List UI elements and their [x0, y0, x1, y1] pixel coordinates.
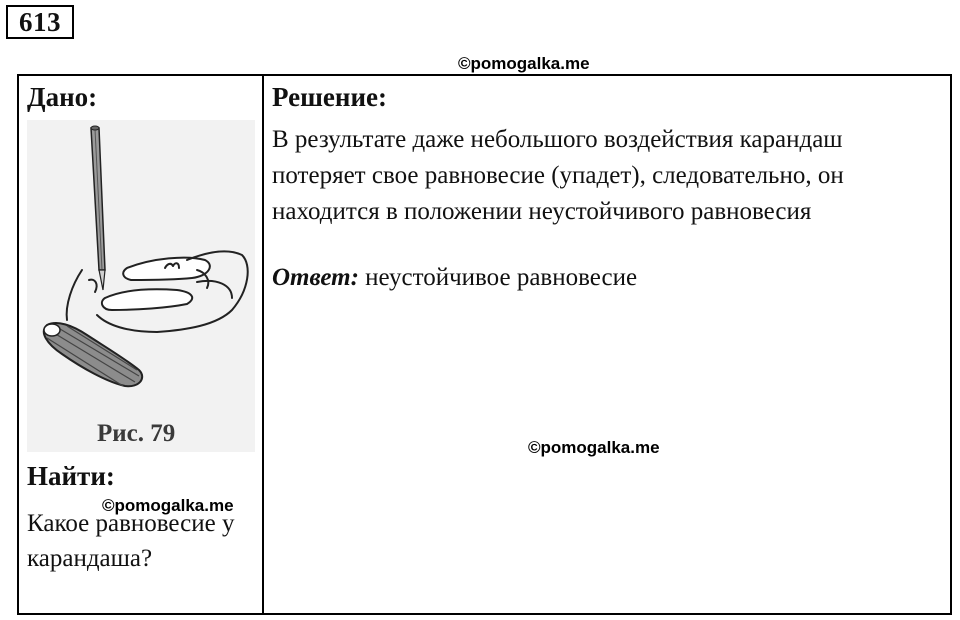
problem-table	[17, 74, 952, 615]
watermark-middle: ©pomogalka.me	[528, 438, 660, 457]
column-divider	[262, 76, 264, 613]
answer-line	[272, 264, 637, 292]
watermark-top: ©pomogalka.me	[458, 54, 590, 73]
hand-drawing	[67, 251, 248, 332]
watermark-left: ©pomogalka.me	[102, 496, 234, 515]
figure-caption: Рис. 79	[97, 420, 176, 447]
sleeve-drawing	[44, 323, 142, 386]
pencil-balance-illustration	[27, 120, 255, 420]
answer-label: Ответ:	[272, 264, 359, 291]
problem-number-box: 613	[6, 5, 74, 39]
find-heading: Найти:	[27, 461, 115, 491]
pencil-drawing	[91, 126, 105, 290]
figure-pencil-on-finger	[27, 120, 255, 452]
answer-value: неустойчивое равновесие	[365, 264, 638, 291]
solution-text: В результате даже небольшого воздействия карандаш потеряет свое равновесие (упадет), следовательно, он находится в положении неустойчивого равновесия	[272, 126, 844, 225]
find-question: Какое равновесие у карандаша?	[27, 510, 235, 572]
given-heading: Дано:	[27, 82, 98, 112]
solution-heading: Решение:	[272, 82, 387, 112]
